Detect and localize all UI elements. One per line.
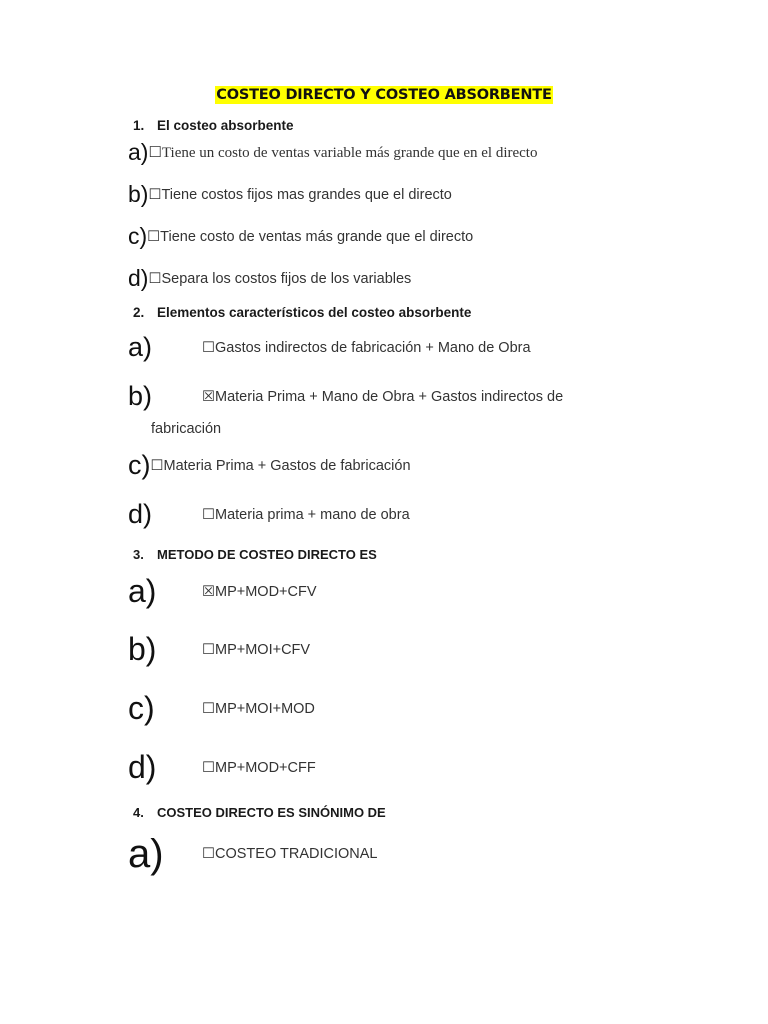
question-text: METODO DE COSTEO DIRECTO ES [157,547,377,562]
option-text: Tiene costo de ventas más grande que el directo [160,229,474,245]
checkbox-icon[interactable]: ☐ [147,229,161,245]
question-1 [133,118,294,133]
question-4 [133,805,386,820]
option-letter: c) [128,223,148,249]
option-letter: a) [128,332,153,362]
option-3b[interactable] [128,631,310,668]
option-text: Materia Prima + Gastos de fabricación [163,458,411,474]
option-1a[interactable] [128,139,537,166]
checkbox-icon[interactable]: ☐ [202,642,215,658]
checkbox-icon[interactable]: ☐ [148,187,162,203]
option-text: Materia prima + mano de obra [215,507,410,523]
option-text: Separa los costos fijos de los variables [161,271,412,287]
option-letter: d) [128,499,153,529]
option-text: Materia Prima + Mano de Obra + Gastos indirectos de [215,389,564,405]
question-text: Elementos característicos del costeo absorbente [157,305,472,320]
document-title-text: COSTEO DIRECTO Y COSTEO ABSORBENTE [216,87,552,103]
option-text: Tiene costos fijos mas grandes que el directo [161,187,452,203]
checkbox-icon[interactable]: ☐ [150,458,164,474]
question-number: 3. [133,547,144,562]
question-2 [133,305,471,320]
question-3 [133,547,377,562]
option-2b-continuation: fabricación [151,421,222,437]
option-letter: a) [128,832,164,876]
question-text: COSTEO DIRECTO ES SINÓNIMO DE [157,805,386,820]
option-3a[interactable] [128,573,317,610]
option-3d[interactable] [128,749,316,786]
question-number: 2. [133,305,145,320]
option-letter: c) [128,690,155,726]
option-letter: d) [128,265,149,291]
option-2b[interactable] [128,381,563,412]
option-letter: b) [128,631,157,667]
option-letter: d) [128,749,157,785]
option-text: MP+MOD+CFF [215,760,316,776]
option-text: MP+MOI+CFV [215,642,311,658]
option-2a[interactable] [128,332,531,363]
option-1d[interactable] [128,265,411,292]
option-text: COSTEO TRADICIONAL [215,846,378,862]
option-text: Gastos indirectos de fabricación + Mano de Obra [215,340,531,356]
option-text: MP+MOI+MOD [215,701,315,717]
question-text: El costeo absorbente [157,118,294,133]
checkbox-checked-icon[interactable]: ☒ [202,389,215,405]
question-number: 4. [133,805,144,820]
option-letter: a) [128,139,149,165]
option-letter: c) [128,450,151,480]
option-letter: b) [128,181,149,207]
option-letter: b) [128,381,153,411]
checkbox-checked-icon[interactable]: ☒ [202,584,215,600]
checkbox-icon[interactable]: ☐ [202,507,215,523]
option-2c[interactable] [128,450,411,481]
document-title [0,86,768,104]
checkbox-icon[interactable]: ☐ [148,271,162,287]
option-1c[interactable] [128,223,473,250]
option-text: MP+MOD+CFV [215,584,317,600]
option-3c[interactable] [128,690,315,727]
option-letter: a) [128,573,157,609]
checkbox-icon[interactable]: ☐ [202,340,215,356]
checkbox-icon[interactable]: ☐ [148,145,162,161]
checkbox-icon[interactable]: ☐ [202,760,215,776]
option-2d[interactable] [128,499,410,530]
checkbox-icon[interactable]: ☐ [202,701,215,717]
option-1b[interactable] [128,181,452,208]
checkbox-icon[interactable]: ☐ [202,846,215,862]
question-number: 1. [133,118,145,133]
option-text: Tiene un costo de ventas variable más grande que en el directo [161,145,538,161]
option-4a[interactable] [128,832,377,877]
